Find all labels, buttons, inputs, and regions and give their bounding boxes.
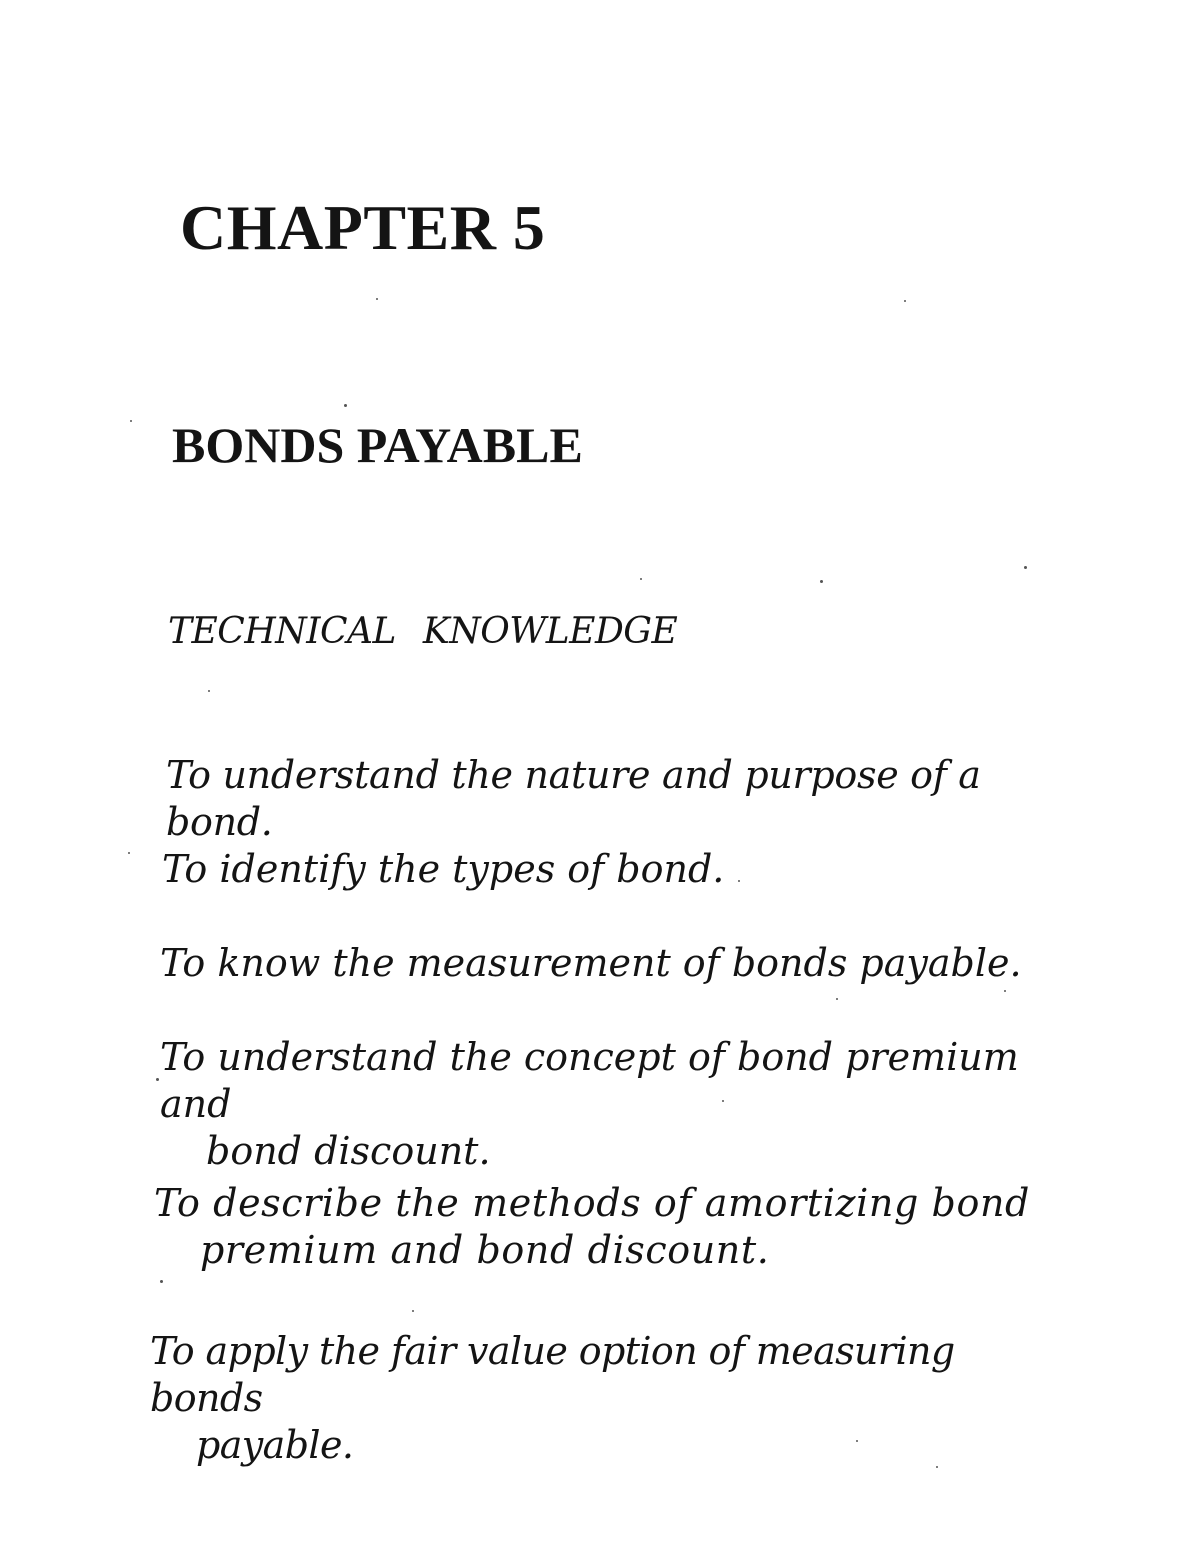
- scan-speck: [936, 1466, 938, 1468]
- objective-item: [150, 1328, 1070, 1469]
- scan-speck: [208, 690, 210, 692]
- scan-speck: [640, 578, 642, 580]
- objective-line: To know the measurement of bonds payable.: [160, 941, 1022, 985]
- scan-speck: [836, 998, 838, 1000]
- scan-speck: [904, 300, 906, 302]
- scan-speck: [738, 880, 740, 882]
- objective-item: [154, 1180, 1074, 1274]
- section-heading: TECHNICAL KNOWLEDGE: [168, 611, 678, 652]
- scan-speck: [376, 298, 378, 300]
- objective-line-continued: bond discount.: [206, 1129, 491, 1173]
- objective-line: To apply the fair value option of measuring bonds: [150, 1329, 955, 1420]
- objective-line-continued: payable.: [196, 1423, 354, 1467]
- objective-item: [166, 752, 1086, 846]
- chapter-title: BONDS PAYABLE: [172, 417, 583, 473]
- scan-speck: [130, 420, 132, 422]
- scan-speck: [722, 1100, 724, 1102]
- chapter-heading: CHAPTER 5: [180, 192, 546, 263]
- objective-line: To understand the nature and purpose of a bond.: [166, 753, 981, 844]
- scan-speck: [820, 580, 823, 583]
- scan-speck: [344, 404, 347, 407]
- objective-item: [160, 1034, 1080, 1175]
- objective-item: [160, 940, 1080, 987]
- scan-speck: [128, 852, 130, 854]
- scan-speck: [1024, 566, 1027, 569]
- scan-speck: [160, 1280, 163, 1283]
- scan-speck: [412, 1310, 414, 1312]
- objective-line: To describe the methods of amortizing bond: [154, 1181, 1030, 1225]
- objective-line-continued: premium and bond discount.: [200, 1228, 770, 1272]
- scan-speck: [156, 1078, 159, 1081]
- objective-line: To understand the concept of bond premium and: [160, 1035, 1019, 1126]
- objective-line: To identify the types of bond.: [162, 847, 725, 891]
- scan-speck: [856, 1440, 858, 1442]
- objective-item: [162, 846, 1082, 893]
- scan-speck: [1004, 990, 1006, 992]
